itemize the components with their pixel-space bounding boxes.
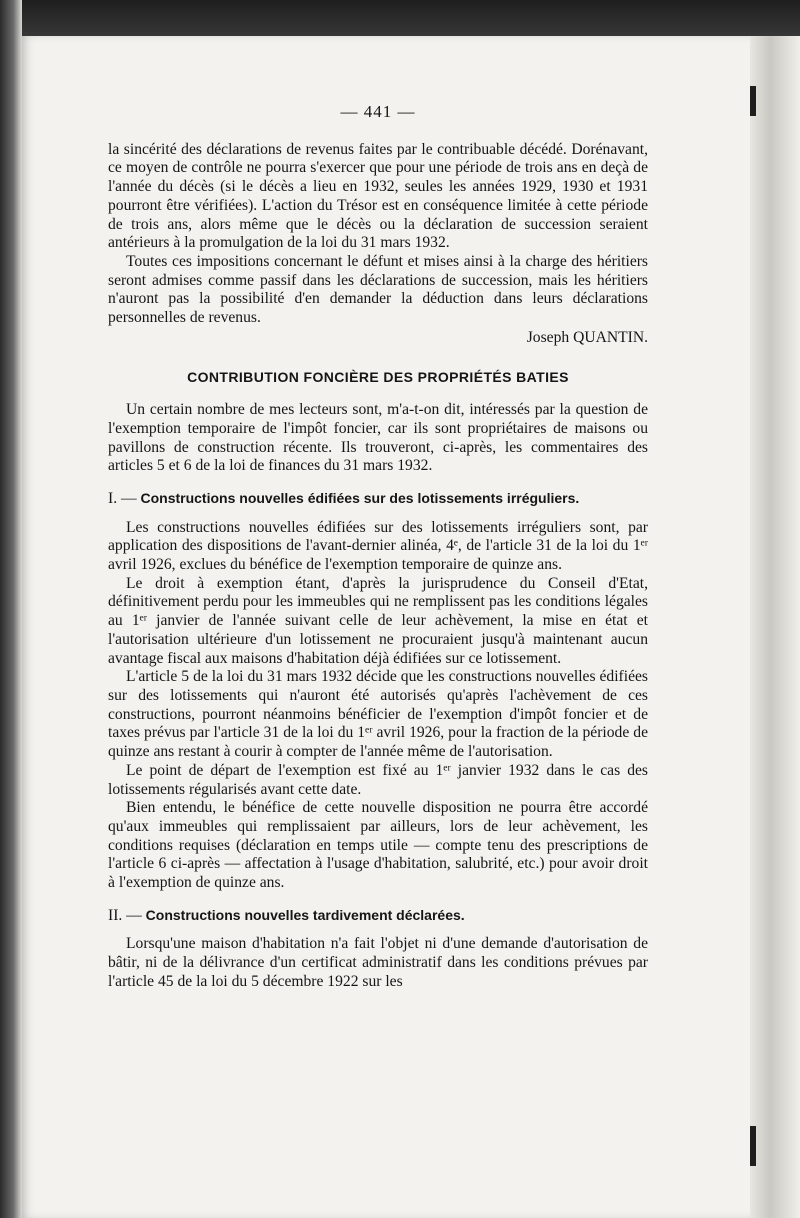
body-paragraph: Les constructions nouvelles édifiées sur des lotissements irréguliers sont, par application des dispositions de l'avant-dernier alinéa, 4ᵉ, de l'article 31 de la loi du 1ᵉʳ avril 1926, exclues du bénéfice de l'exemption temporaire de quinze ans. (108, 518, 648, 574)
page-number: — 441 — (340, 102, 416, 121)
article-title: CONTRIBUTION FONCIÈRE DES PROPRIÉTÉS BATIES (187, 369, 569, 386)
body-paragraph: Le point de départ de l'exemption est fixé au 1ᵉʳ janvier 1932 dans le cas des lotissements régularisés avant cette date. (108, 761, 648, 798)
edge-mark (750, 1126, 756, 1166)
page-fore-edge (750, 36, 800, 1218)
section-title: Constructions nouvelles édifiées sur des lotissements irréguliers. (140, 489, 580, 506)
section-title: Constructions nouvelles tardivement déclarées. (145, 906, 465, 923)
body-paragraph: Bien entendu, le bénéfice de cette nouvelle disposition ne pourra être accordé qu'aux immeubles qui remplissaient par ailleurs, lors de leur achèvement, les conditions requises (déclaration en temps utile — compte tenu des prescriptions de l'article 6 ci-après — affectation à l'usage d'habitation, salubrité, etc.) pour avoir droit à l'exemption de quinze ans. (108, 799, 648, 892)
intro-paragraph: Toutes ces impositions concernant le défunt et mises ainsi à la charge des héritiers seront admises comme passif dans les déclarations de succession, mais les héritiers n'auront pas la possibilité d'en demander la déduction dans leurs déclarations personnelles de revenus. (108, 252, 648, 327)
body-paragraph: L'article 5 de la loi du 31 mars 1932 décide que les constructions nouvelles édifiées sur des lotissements qui n'auront été autorisés qu'après l'achèvement de ces constructions, pourront néanmoins bénéficier de l'exemption d'impôt foncier et de taxes prévus par l'article 31 de la loi du 1ᵉʳ avril 1926, pour la fraction de la période de quinze ans restant à courir à compter de l'année même de l'autorisation. (108, 668, 648, 761)
intro-paragraph: la sincérité des déclarations de revenus faites par le contribuable décédé. Dorénavant, ce moyen de contrôle ne pourra s'exercer que pour une période de trois ans en deçà de l'année du décès (si le décès a lieu en 1932, seules les années 1929, 1930 et 1931 pourront être vérifiées). L'action du Trésor est en conséquence limitée à cette période de trois ans, alors même que le décès ou la déclaration de succession seraient antérieurs à la promulgation de la loi du 31 mars 1932. (108, 140, 648, 252)
article-lead: Un certain nombre de mes lecteurs sont, m'a-t-on dit, intéressés par la question de l'exemption temporaire de l'impôt foncier, car ils sont propriétaires de maisons ou pavillons de construction récente. Ils trouveront, ci-après, les commentaires des articles 5 et 6 de la loi de finances du 31 mars 1932. (108, 401, 648, 475)
author-signature: Joseph QUANTIN. (526, 328, 648, 346)
scan-top-edge (0, 0, 800, 40)
book-gutter (0, 0, 22, 1218)
page-content (108, 103, 648, 992)
section-heading (108, 906, 648, 926)
section-number: I. — (108, 489, 137, 507)
section-number: II. — (108, 906, 142, 924)
body-paragraph: Lorsqu'une maison d'habitation n'a fait l'objet ni d'une demande d'autorisation de bâtir, ni de la délivrance d'un certificat administratif dans les conditions prévues par l'article 45 de la loi du 5 décembre 1922 sur les (108, 935, 648, 990)
body-paragraph: Le droit à exemption étant, d'après la jurisprudence du Conseil d'Etat, définitivement perdu pour les immeubles qui ne remplissent pas les conditions légales au 1ᵉʳ janvier de l'année suivant celle de leur achèvement, la mise en état et l'autorisation ultérieure d'un lotissement ne procuraient jusqu'à maintenant aucun avantage fiscal aux maisons d'habitation déjà édifiées sur ce lotissement. (108, 574, 648, 667)
edge-mark (750, 86, 756, 116)
section-heading (108, 489, 648, 509)
